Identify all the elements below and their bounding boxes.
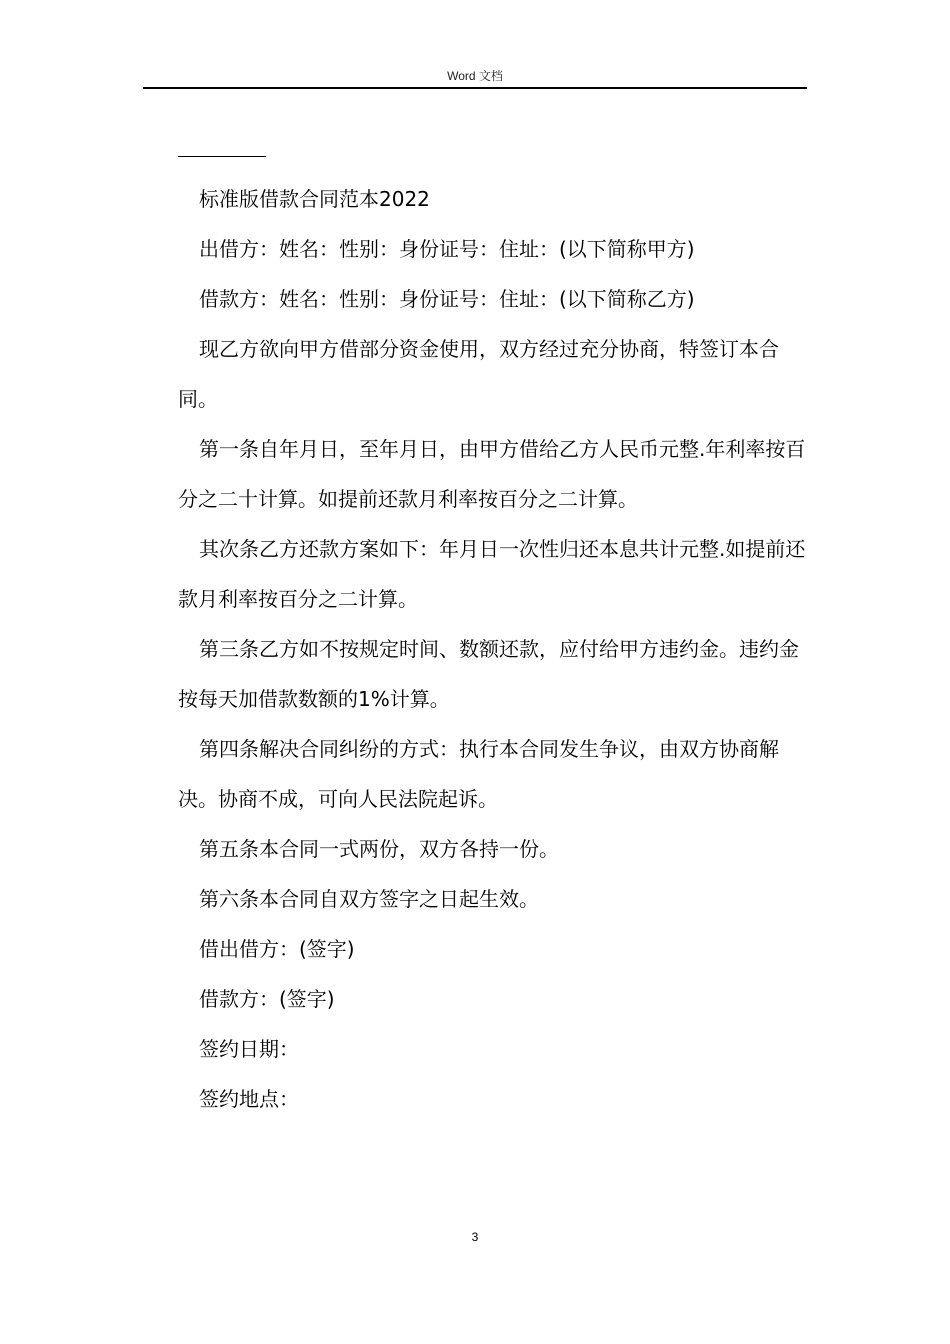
page-number: 3 bbox=[471, 1230, 479, 1244]
article-2: 其次条乙方还款方案如下：年月日一次性归还本息共计元整.如提前还款月利率按百分之二计算。 bbox=[178, 537, 806, 611]
signing-place: 签约地点： bbox=[199, 1087, 299, 1111]
lender-info: 出借方：姓名：性别：身份证号：住址：(以下简称甲方) bbox=[199, 237, 695, 261]
article-6: 第六条本合同自双方签字之日起生效。 bbox=[199, 887, 539, 911]
article-3: 第三条乙方如不按规定时间、数额还款，应付给甲方违约金。违约金按每天加借款数额的1%计算。 bbox=[178, 637, 799, 711]
blank-fill-line bbox=[178, 156, 266, 157]
document-body bbox=[178, 174, 806, 1124]
lender-signature: 借出借方：(签字) bbox=[199, 937, 355, 961]
article-4: 第四条解决合同纠纷的方式：执行本合同发生争议，由双方协商解决。协商不成，可向人民法院起诉。 bbox=[178, 737, 779, 811]
preamble-paragraph: 现乙方欲向甲方借部分资金使用，双方经过充分协商，特签订本合同。 bbox=[178, 337, 779, 411]
document-title: 标准版借款合同范本2022 bbox=[199, 187, 430, 211]
borrower-signature: 借款方：(签字) bbox=[199, 987, 335, 1011]
article-1: 第一条自年月日，至年月日，由甲方借给乙方人民币元整.年利率按百分之二十计算。如提前还款月利率按百分之二计算。 bbox=[178, 437, 806, 511]
borrower-info: 借款方：姓名：性别：身份证号：住址：(以下简称乙方) bbox=[199, 287, 695, 311]
signing-date: 签约日期： bbox=[199, 1037, 299, 1061]
header-divider bbox=[143, 87, 807, 89]
page-header-title: Word 文档 bbox=[447, 69, 503, 83]
article-5: 第五条本合同一式两份，双方各持一份。 bbox=[199, 837, 559, 861]
